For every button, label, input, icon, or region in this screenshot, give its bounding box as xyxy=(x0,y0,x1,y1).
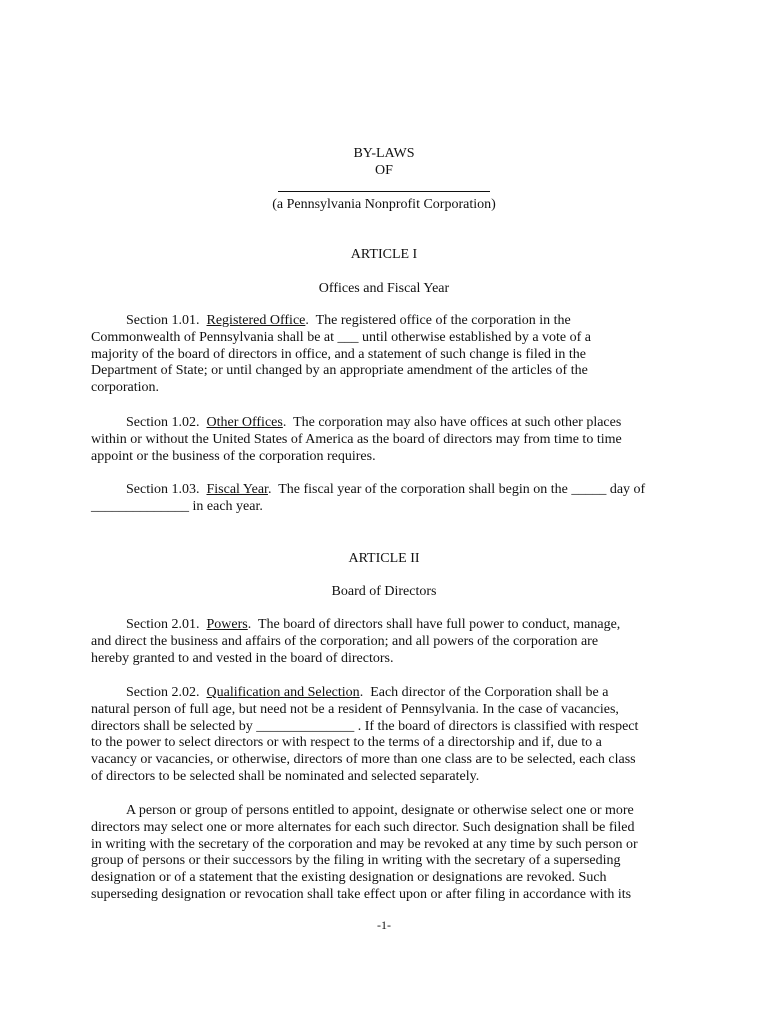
section-title: Powers xyxy=(206,617,248,632)
paragraph-text: A person or group of persons entitled to appoint, designate or otherwise select one or more xyxy=(126,803,634,818)
section-label: Section 2.02. xyxy=(126,685,200,700)
section-1-02: Section 1.02. Other Offices. The corporation may also have offices at such other places within or without the United States of America as the board of directors may from time to time appoint or the business of the corporation requires. xyxy=(91,415,683,465)
section-text: The corporation may also have offices at such other places xyxy=(293,415,622,430)
section-1-03: Section 1.03. Fiscal Year. The fiscal year of the corporation shall begin on the _____ day of ______________ in each year. xyxy=(91,482,683,516)
section-text: to the power to select directors or with respect to the terms of a directorship and if, due to a xyxy=(91,735,602,751)
article-2-heading: ARTICLE II xyxy=(348,551,420,566)
section-text: Department of State; or until changed by an appropriate amendment of the articles of the xyxy=(91,363,588,379)
corporation-name-blank xyxy=(278,191,490,192)
section-text: The registered office of the corporation in the xyxy=(315,313,571,328)
doc-title: BY-LAWS xyxy=(353,146,415,161)
paragraph-text: superseding designation or revocation shall take effect upon or after filing in accordance with its xyxy=(91,886,632,902)
section-title: Registered Office xyxy=(206,313,306,328)
page-number: -1- xyxy=(377,918,391,932)
doc-subtitle: (a Pennsylvania Nonprofit Corporation) xyxy=(272,197,496,212)
section-text: The board of directors shall have full power to conduct, manage, xyxy=(257,617,621,632)
section-text: of directors to be selected shall be nominated and selected separately. xyxy=(91,768,480,784)
section-text: The fiscal year of the corporation shall begin on the _____ day of xyxy=(278,482,646,497)
section-text: vacancy or vacancies, or otherwise, directors of more than one class are to be selected, each class xyxy=(91,752,636,768)
section-text: and direct the business and affairs of the corporation; and all powers of the corporation are xyxy=(91,633,599,649)
article-2-subheading: Board of Directors xyxy=(331,584,437,599)
paragraph-text: directors may select one or more alternates for each such director. Such designation shall be filed xyxy=(91,819,635,835)
section-text: hereby granted to and vested in the board of directors. xyxy=(91,650,394,666)
section-text: Each director of the Corporation shall be a xyxy=(370,685,609,700)
section-text: corporation. xyxy=(91,380,160,396)
section-title: Fiscal Year xyxy=(206,482,268,497)
paragraph-text: in writing with the secretary of the corporation and may be revoked at any time by such person or xyxy=(91,836,638,852)
section-1-01: Section 1.01. Registered Office. The registered office of the corporation in the Commonwealth of Pennsylvania shall be at ___ until otherwise established by a vote of a majority of the board of directors in office, and a statement of such change is filed in the Department of State; or until changed by an appropriate amendment of the articles of the corporation. xyxy=(91,313,683,397)
alternates-paragraph xyxy=(91,803,683,904)
section-label: Section 1.02. xyxy=(126,415,200,430)
paragraph-text: group of persons or their successors by the filing in writing with the secretary of a superseding xyxy=(91,853,621,869)
section-text: ______________ in each year. xyxy=(91,498,263,514)
section-label: Section 2.01. xyxy=(126,617,200,632)
doc-title-of: OF xyxy=(375,163,393,178)
section-2-02: Section 2.02. Qualification and Selection. Each director of the Corporation shall be a natural person of full age, but need not be a resident of Pennsylvania. In the case of vacancies, directors shall be selected by ______________ . If the board of directors is classified with respect to the power to select directors or with respect to the terms of a directorship and if, due to a vacancy or vacancies, or otherwise, directors of more than one class are to be selected, each class of directors to be selected shall be nominated and selected separately. xyxy=(91,685,683,786)
article-1-heading: ARTICLE I xyxy=(350,247,418,262)
section-text: within or without the United States of America as the board of directors may from time to time xyxy=(91,431,622,447)
section-label: Section 1.01. xyxy=(126,313,200,328)
section-text: appoint or the business of the corporation requires. xyxy=(91,448,376,464)
article-1-subheading: Offices and Fiscal Year xyxy=(318,281,450,296)
section-2-01: Section 2.01. Powers. The board of directors shall have full power to conduct, manage, and direct the business and affairs of the corporation; and all powers of the corporation are hereby granted to and vested in the board of directors. xyxy=(91,617,683,667)
section-text: natural person of full age, but need not be a resident of Pennsylvania. In the case of vacancies, xyxy=(91,701,619,717)
section-title: Other Offices xyxy=(206,415,283,430)
section-title: Qualification and Selection xyxy=(206,685,360,700)
paragraph-text: designation or of a statement that the existing designation or designations are revoked. Such xyxy=(91,870,607,886)
section-text: Commonwealth of Pennsylvania shall be at ___ until otherwise established by a vote of a xyxy=(91,329,592,345)
section-text: directors shall be selected by ______________ . If the board of directors is classified with respect xyxy=(91,718,639,734)
section-text: majority of the board of directors in office, and a statement of such change is filed in the xyxy=(91,346,587,362)
section-label: Section 1.03. xyxy=(126,482,200,497)
